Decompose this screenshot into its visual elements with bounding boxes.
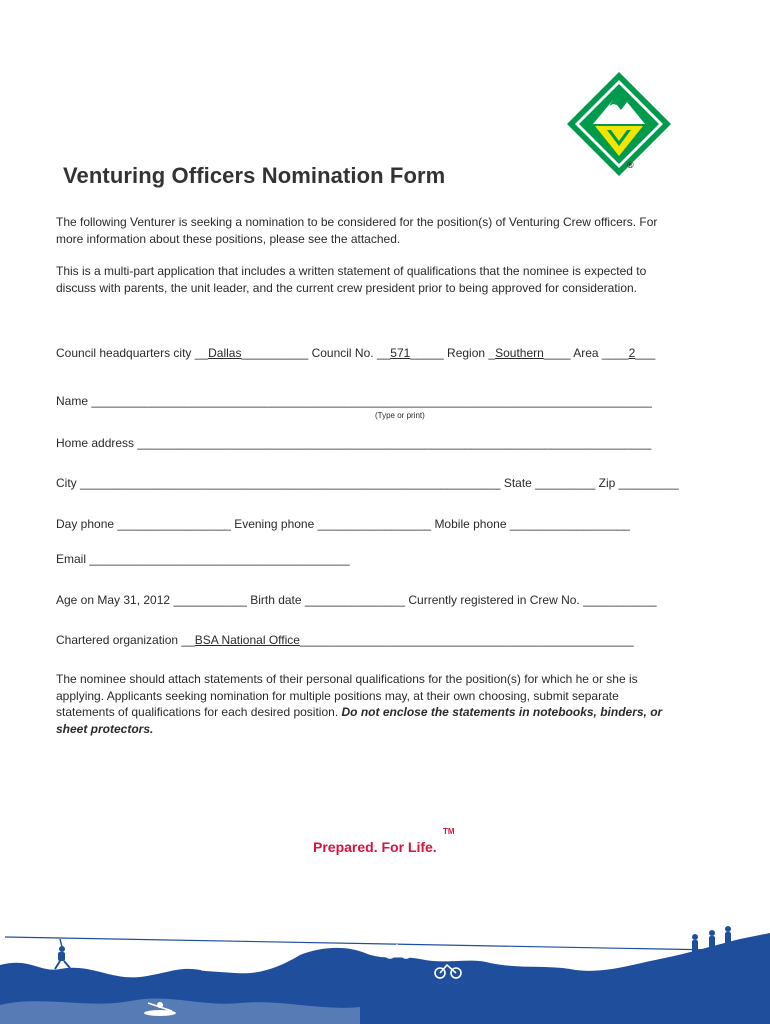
zip-field[interactable]: _________ bbox=[618, 476, 679, 490]
mobile-phone-field[interactable]: __________________ bbox=[509, 517, 630, 531]
phone-row bbox=[56, 517, 630, 531]
council-row bbox=[56, 346, 655, 360]
chartered-org-field[interactable]: __BSA National Office__________________________________________________ bbox=[181, 633, 634, 647]
mobile-phone-label: Mobile phone bbox=[434, 517, 507, 531]
state-label: State bbox=[503, 476, 532, 490]
birth-date-label: Birth date bbox=[250, 593, 302, 607]
email-field[interactable]: _______________________________________ bbox=[89, 552, 350, 566]
registered-mark: ® bbox=[627, 160, 634, 170]
closing-emphasis: Do not enclose the statements in notebooks, binders, or sheet protectors. bbox=[56, 705, 663, 736]
day-phone-field[interactable]: _________________ bbox=[117, 517, 231, 531]
crew-no-field[interactable]: ___________ bbox=[583, 593, 657, 607]
region-field[interactable]: _Southern____ bbox=[488, 346, 571, 360]
name-field[interactable]: ____________________________________________________________________________________ bbox=[91, 394, 652, 408]
canoe-carriers-icon bbox=[200, 961, 250, 971]
city-label: City bbox=[56, 476, 77, 490]
council-no-label: Council No. bbox=[311, 346, 374, 360]
age-field[interactable]: ___________ bbox=[173, 593, 247, 607]
city-field[interactable]: _______________________________________________________________ bbox=[80, 476, 501, 490]
name-row bbox=[56, 394, 652, 408]
intro-paragraph-2: This is a multi-part application that includes a written statement of qualifications that the nominee is expected to discuss with parents, the unit leader, and the current crew president prior to being approved for consideration. bbox=[56, 264, 647, 295]
zip-label: Zip bbox=[598, 476, 616, 490]
age-row bbox=[56, 593, 657, 607]
zipline-climber-icon bbox=[55, 939, 70, 969]
chartered-org-label: Chartered organization bbox=[56, 633, 179, 647]
city-row bbox=[56, 476, 679, 490]
venturing-logo-icon bbox=[565, 70, 673, 178]
name-label: Name bbox=[56, 394, 89, 408]
council-city-label: Council headquarters city bbox=[56, 346, 192, 360]
trademark-mark: TM bbox=[443, 827, 455, 836]
closing-text: The nominee should attach statements of their personal qualifications for the position(s) for which he or she is applying. Applicants seeking nomination for multiple positions may, at their own choosing, submit separate statements of qualifications for each desired position. bbox=[56, 672, 638, 719]
age-label: Age on May 31, 2012 bbox=[56, 593, 171, 607]
email-label: Email bbox=[56, 552, 87, 566]
tagline: Prepared. For Life. bbox=[313, 839, 437, 855]
council-city-field[interactable]: __Dallas__________ bbox=[194, 346, 309, 360]
page-title: Venturing Officers Nomination Form bbox=[63, 163, 446, 188]
area-field[interactable]: ____2___ bbox=[601, 346, 656, 360]
outdoor-scene-illustration bbox=[0, 925, 770, 1024]
area-label: Area bbox=[573, 346, 599, 360]
council-no-field[interactable]: __571_____ bbox=[376, 346, 444, 360]
day-phone-label: Day phone bbox=[56, 517, 115, 531]
evening-phone-field[interactable]: _________________ bbox=[317, 517, 432, 531]
home-address-row bbox=[56, 436, 651, 450]
intro-paragraph-1: The following Venturer is seeking a nomination to be considered for the position(s) of Venturing Crew officers. For more information about these positions, please see the attached. bbox=[56, 215, 658, 246]
evening-phone-label: Evening phone bbox=[234, 517, 315, 531]
crew-no-label: Currently registered in Crew No. bbox=[408, 593, 580, 607]
region-label: Region bbox=[447, 346, 486, 360]
home-address-label: Home address bbox=[56, 436, 135, 450]
home-address-field[interactable]: _____________________________________________________________________________ bbox=[137, 436, 652, 450]
mountain-biker-icon bbox=[385, 936, 411, 959]
birth-date-field[interactable]: _______________ bbox=[304, 593, 406, 607]
closing-paragraph bbox=[56, 671, 676, 737]
name-hint: (Type or print) bbox=[375, 411, 425, 420]
chartered-org-row bbox=[56, 633, 634, 647]
state-field[interactable]: _________ bbox=[535, 476, 596, 490]
email-row bbox=[56, 552, 350, 566]
